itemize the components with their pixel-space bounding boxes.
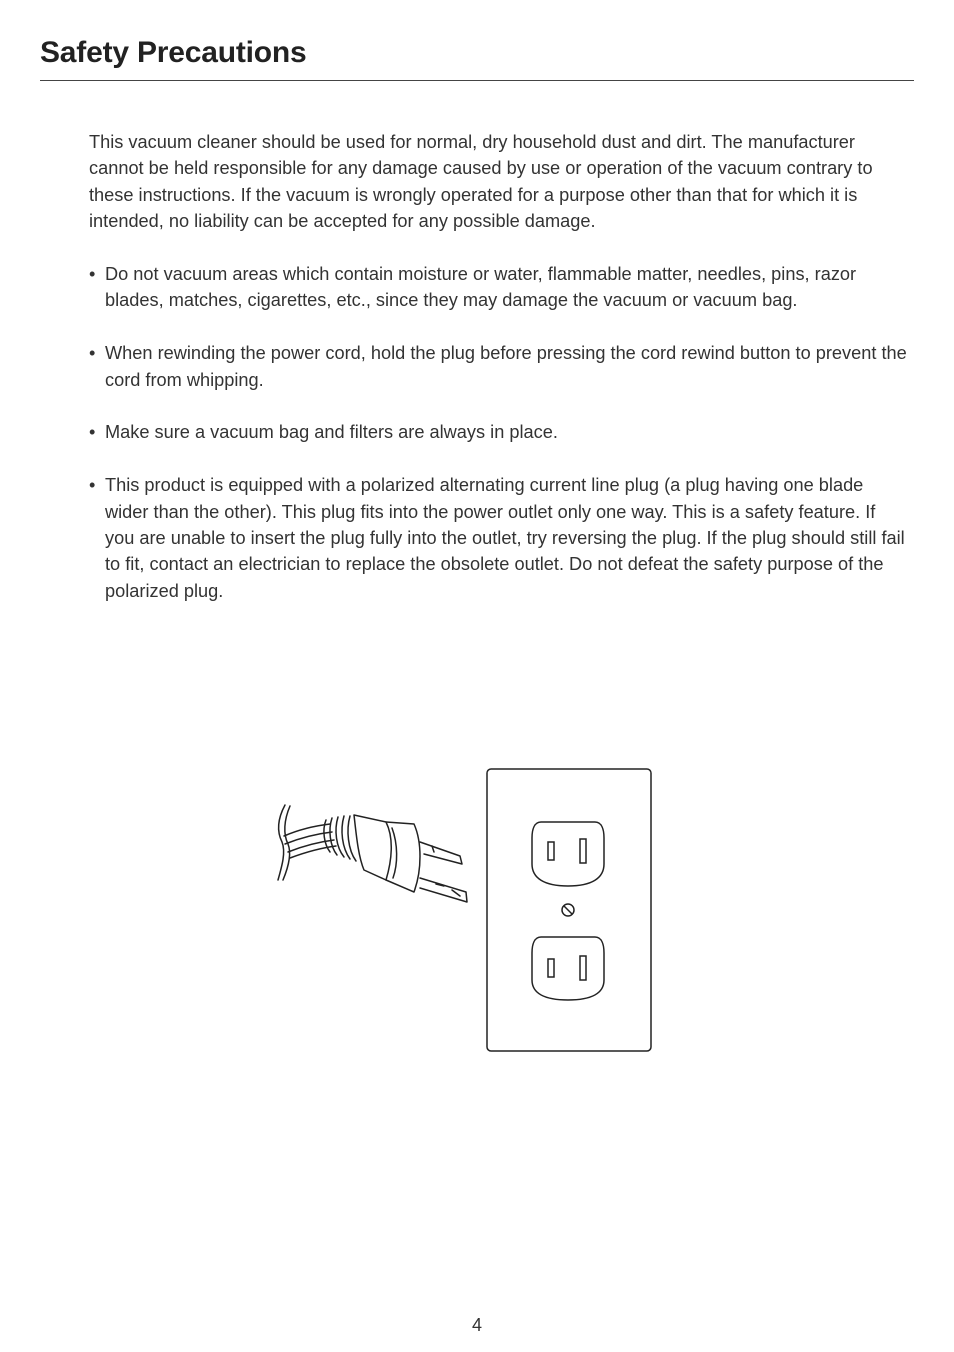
polarized-plug-icon <box>278 805 467 902</box>
list-item-text: Do not vacuum areas which contain moisture or water, flammable matter, needles, pins, razor blades, matches, cigarettes, etc., since they may damage the vacuum or vacuum bag. <box>105 264 857 311</box>
list-item <box>89 419 909 445</box>
title-divider <box>40 80 914 81</box>
page-number: 4 <box>471 1315 482 1335</box>
list-item-text: This product is equipped with a polarized alternating current line plug (a plug having one blade wider than the other). This plug fits into the power outlet only one way. This is a safety feature. If you are unable to insert the plug fully into the outlet, try reversing the plug. If the plug should still fail to fit, contact an electrician to replace the obsolete outlet. Do not defeat the safety purpose of the polarized plug. <box>105 475 905 601</box>
bullet-icon: • <box>89 422 96 443</box>
plug-and-outlet-illustration <box>268 760 668 1060</box>
bullet-icon: • <box>89 264 96 285</box>
list-item <box>89 340 909 393</box>
main-content <box>89 129 909 631</box>
page-title: Safety Precautions <box>40 36 307 69</box>
list-item <box>89 472 909 604</box>
precautions-list <box>89 261 909 604</box>
bullet-icon: • <box>89 475 96 496</box>
list-item-text: Make sure a vacuum bag and filters are always in place. <box>105 422 558 443</box>
intro-paragraph: This vacuum cleaner should be used for normal, dry household dust and dirt. The manufacturer cannot be held responsible for any damage caused by use or operation of the vacuum contrary to these instructions. If the vacuum is wrongly operated for a purpose other than that for which it is intended, no liability can be accepted for any possible damage. <box>89 132 873 232</box>
list-item <box>89 261 909 314</box>
list-item-text: When rewinding the power cord, hold the plug before pressing the cord rewind button to prevent the cord from whipping. <box>105 343 907 390</box>
bullet-icon: • <box>89 343 96 364</box>
wall-outlet-icon <box>487 769 651 1051</box>
